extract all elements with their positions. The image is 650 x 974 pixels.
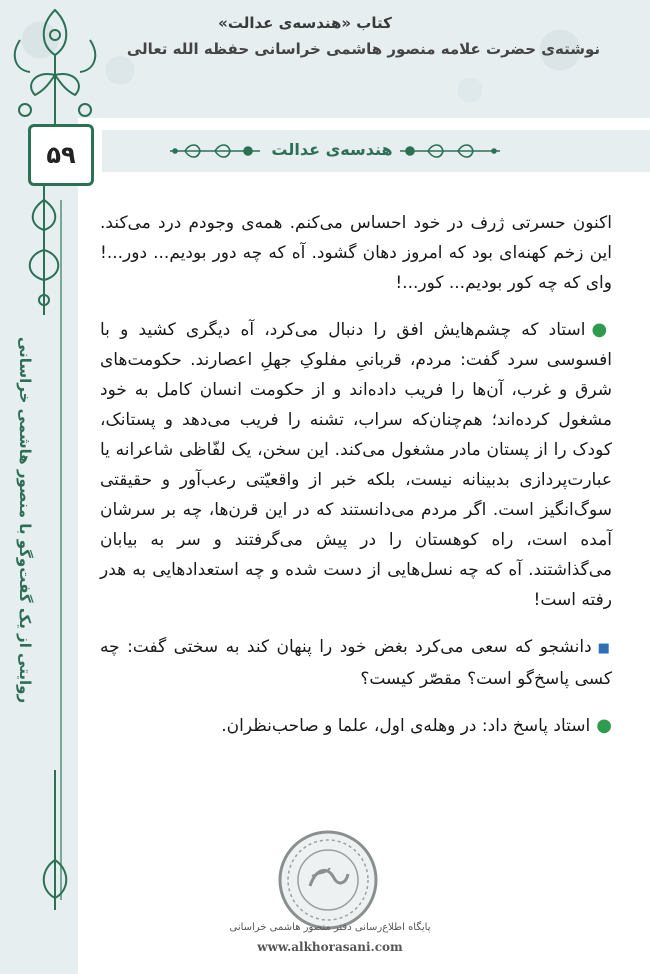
footer-site-name: پایگاه اطلاع‌رسانی دفتر منصور هاشمی خراسانی xyxy=(229,922,431,933)
paragraph-text: دانشجو که سعی می‌کرد بغض خود را پنهان کند به سختی گفت: چه کسی پاسخ‌گو است؟ مقصّر کیست؟ xyxy=(100,637,612,689)
left-vine-ornament-icon xyxy=(170,140,260,162)
page-number: ۵۹ xyxy=(28,124,94,186)
body-text xyxy=(100,208,612,758)
paragraph-text: استاد پاسخ داد: در وهله‌ی اول، علما و صاحب‌نظران. xyxy=(221,716,591,736)
paragraph xyxy=(100,632,612,694)
green-bullet-icon: ● xyxy=(596,715,612,736)
paragraph-text: استاد که چشم‌هایش افق را دنبال می‌کرد، آه دیگری کشید و با افسوسی سرد گفت: مردم، قربانیِ مفلوکِ جهلِ اعصارند. حکومت‌های شرق و غرب، آن‌ها را فریب داده‌اند و از حکومت انسان کامل به خود مشغول کرده‌اند؛ هم‌چنان‌که سراب، تشنه را فریب می‌دهد و پستانک، کودک را از پستان مادر مشغول می‌کند. این سخن، یک لفّاظی شاعرانه یا عبارت‌پردازی بدبینانه نیست، بلکه خبر از واقعیّتی رعب‌آور و حقیقتی سوگ‌انگیز است. اگر مردم می‌دانستند که در این قرن‌ها، چه بر سرشان آمده است، راه کوهستان را در پیش می‌گرفتند و سر به بیابان می‌گذاشتند. آه که چه نسل‌هایی از دست شده و چه استعدادهایی به هدر رفته است! xyxy=(100,320,612,610)
top-left-ornament-icon xyxy=(0,0,110,140)
book-title: کتاب «هندسه‌ی عدالت» xyxy=(218,14,392,32)
footer-website: www.alkhorasani.com xyxy=(257,940,403,954)
book-author: نوشته‌ی حضرت علامه منصور هاشمی خراسانی حفظه الله تعالی xyxy=(126,40,600,58)
paragraph xyxy=(100,711,612,741)
side-title: روایتی از یک گفت‌وگو با منصور هاشمی خراسانی xyxy=(16,336,34,704)
right-vine-ornament-icon xyxy=(400,140,500,162)
paragraph xyxy=(100,208,612,298)
running-title: هندسه‌ی عدالت xyxy=(271,140,393,159)
paragraph xyxy=(100,315,612,615)
side-title-container xyxy=(8,270,42,770)
paragraph-text: اکنون حسرتی ژرف در خود احساس می‌کنم. همه‌ی وجودم درد می‌کند. این زخم کهنه‌ای بود که امروز دهان گشود. آه که چه دور بودیم... دور...! وای که چه کور بودیم... کور...! xyxy=(100,213,612,293)
seal-logo-icon xyxy=(276,828,380,932)
bottom-left-ornament-icon xyxy=(30,770,80,920)
blue-square-bullet-icon: ■ xyxy=(597,641,612,656)
green-bullet-icon: ● xyxy=(591,319,612,340)
